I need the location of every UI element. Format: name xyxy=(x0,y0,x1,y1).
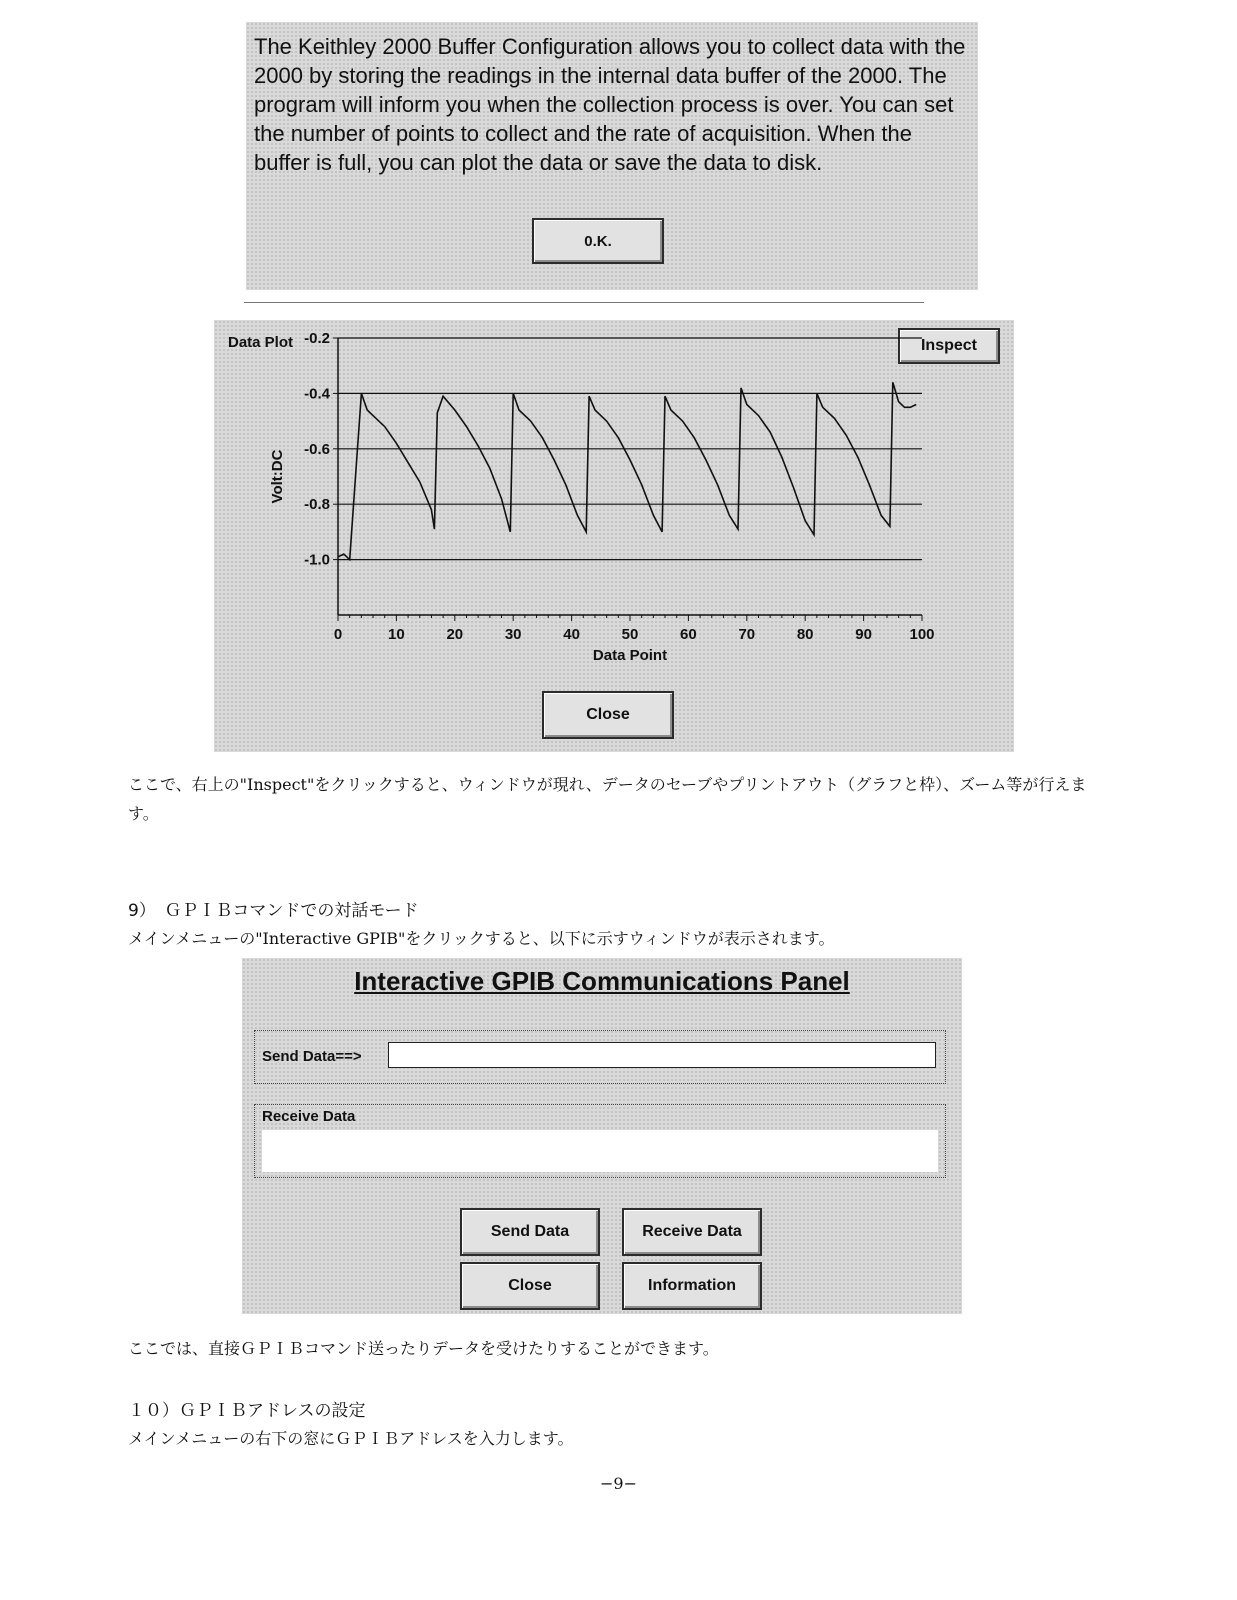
close-gpib-button[interactable]: Close xyxy=(460,1262,600,1310)
receive-data-label: Receive Data xyxy=(262,1108,356,1125)
y-tick-label: -1.0 xyxy=(304,551,330,569)
x-tick-label: 0 xyxy=(333,626,343,643)
x-tick-label: 90 xyxy=(855,626,872,643)
x-tick-label: 80 xyxy=(796,626,814,643)
series-line xyxy=(338,382,916,559)
x-tick-label: 10 xyxy=(388,626,405,643)
section-10-body: メインメニューの右下の窓にＧＰＩＢアドレスを入力します。 xyxy=(128,1429,574,1448)
divider-line xyxy=(244,302,924,303)
gpib-panel xyxy=(242,958,962,1314)
section-9-heading: 9） ＧＰＩＢコマンドでの対話モード xyxy=(128,901,419,921)
x-tick-label: 60 xyxy=(680,626,697,643)
section-9-intro: メインメニューの"Interactive GPIB"をクリックすると、以下に示すウィンドウが表示されます。 xyxy=(128,929,835,948)
paragraph-gpib-commands: ここでは、直接ＧＰＩＢコマンド送ったりデータを受けたりすることができます。 xyxy=(128,1339,719,1358)
x-axis-label: Data Point xyxy=(592,647,668,664)
y-tick-label: -0.8 xyxy=(304,496,330,514)
y-tick-label: -0.4 xyxy=(304,385,330,403)
section-10-heading: １０）ＧＰＩＢアドレスの設定 xyxy=(128,1401,366,1421)
gpib-panel-title: Interactive GPIB Communications Panel xyxy=(354,966,850,996)
intro-dialog xyxy=(246,22,978,290)
x-tick-label: 20 xyxy=(446,626,464,643)
intro-message: The Keithley 2000 Buffer Configuration allows you to collect data with the 2000 by storing the readings in the internal data buffer of the 2000. The program will inform you when the collection process is over. You can set the number of points to collect and the rate of acquisition. When the buffer is full, you can plot the data or save the data to disk. xyxy=(254,34,966,175)
paragraph-inspect: ここで、右上の"Inspect"をクリックすると、ウィンドウが現れ、データのセーブやプリントアウト（グラフと枠）、ズーム等が行えます。 xyxy=(128,775,1087,823)
page-number: −9− xyxy=(600,1474,637,1493)
send-data-button[interactable]: Send Data xyxy=(460,1208,600,1256)
inspect-button[interactable]: Inspect xyxy=(898,328,1000,364)
plot-window-title: Data Plot xyxy=(228,334,294,351)
y-tick-label: -0.2 xyxy=(304,330,330,347)
ok-button[interactable]: 0.K. xyxy=(532,218,664,264)
data-plot-chart xyxy=(214,320,1014,670)
receive-data-button[interactable]: Receive Data xyxy=(622,1208,762,1256)
x-tick-label: 30 xyxy=(504,626,522,643)
x-tick-label: 70 xyxy=(738,626,756,643)
x-tick-label: 50 xyxy=(621,626,639,643)
y-tick-label: -0.6 xyxy=(304,440,330,458)
y-axis-label: Volt:DC xyxy=(269,449,286,504)
receive-data-field[interactable] xyxy=(262,1130,938,1172)
x-tick-label: 100 xyxy=(909,626,935,643)
x-tick-label: 40 xyxy=(563,626,580,643)
send-data-input[interactable] xyxy=(388,1042,936,1068)
close-plot-button[interactable]: Close xyxy=(542,691,674,739)
send-data-label: Send Data==> xyxy=(262,1048,362,1065)
information-button[interactable]: Information xyxy=(622,1262,762,1310)
